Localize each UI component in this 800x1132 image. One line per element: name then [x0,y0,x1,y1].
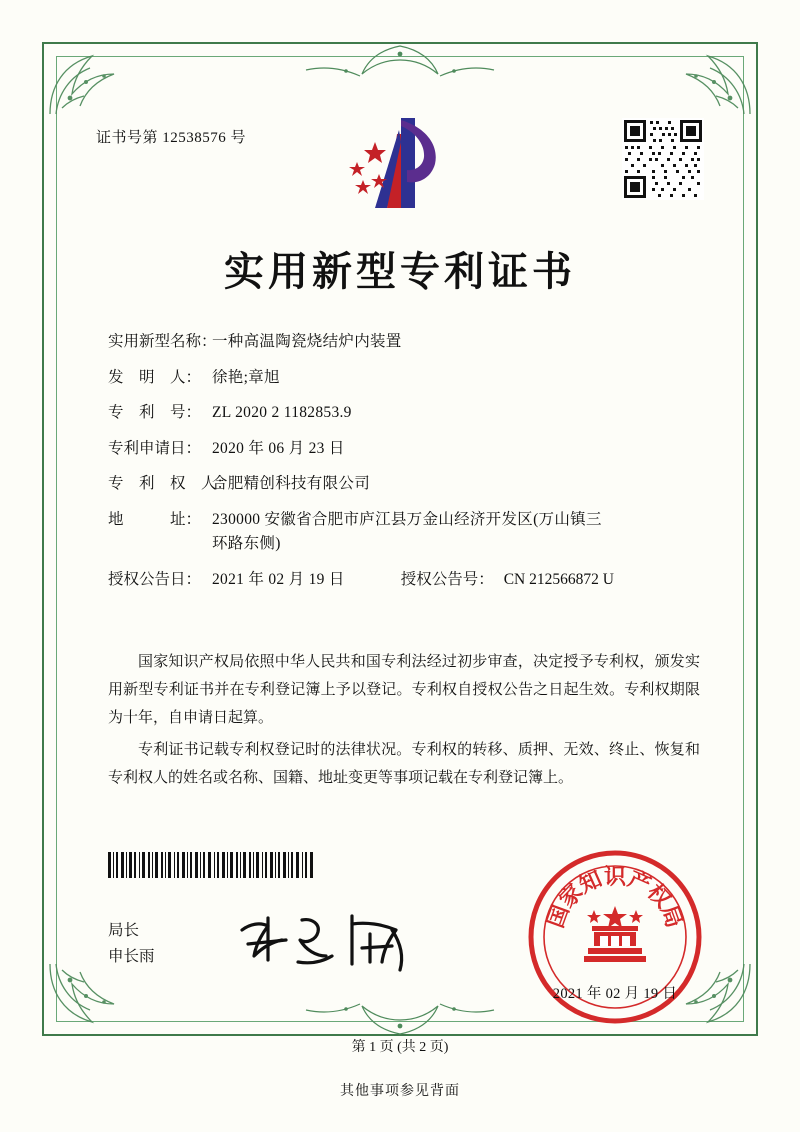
cnipa-logo-icon [335,112,465,216]
svg-text:产: 产 [624,865,655,899]
field-value: 合肥精创科技有限公司 [212,475,371,492]
field-label: 专利申请日： [108,439,202,457]
field-value-grant-date: 2021 年 02 月 19 日 [212,570,345,588]
svg-text:局: 局 [655,901,688,932]
field-label: 地 址： [108,510,202,528]
field-value-address [212,512,700,552]
corner-ornament-icon [662,46,754,118]
field-row-grant-announcement [108,572,700,588]
field-row-address [108,512,700,552]
qr-code-icon [622,118,704,200]
barcode-icon [108,852,316,878]
field-label-grant-date: 授权公告日： [108,570,202,588]
svg-text:权: 权 [641,879,676,913]
seal-date: 2021 年 02 月 19 日 [552,986,678,1002]
field-row-patent-number [108,405,700,421]
field-value-grant-number: CN 212566872 U [503,570,614,588]
director-label: 局长 [108,922,140,939]
director-block [108,918,155,970]
field-label-grant-number: 授权公告号： [400,570,494,588]
field-row-utility-model-name [108,334,700,350]
corner-ornament-icon [46,960,138,1032]
field-row-application-date [108,441,700,457]
footer-note: 其他事项参见背面 [340,1084,460,1099]
field-value: 2020 年 06 月 23 日 [212,439,345,457]
field-label: 专 利 号： [108,404,202,421]
paragraph-1: 国家知识产权局依照中华人民共和国专利法经过初步审查，决定授予专利权，颁发实用新型专利证书并在专利登记簿上予以登记。专利权自授权公告之日起生效。专利权期限为十年，自申请日起算。 [108,654,700,726]
corner-ornament-icon [46,46,138,118]
svg-text:家: 家 [554,879,589,913]
top-ornament-icon [250,40,550,86]
field-value: 一种高温陶瓷烧结炉内装置 [212,333,402,350]
paragraph-2: 专利证书记载专利权登记时的法律状况。专利权的转移、质押、无效、终止、恢复和专利权人的姓名或名称、国籍、地址变更等事项记载在专利登记簿上。 [108,742,700,786]
svg-text:知: 知 [575,865,606,899]
page-number: 第 1 页 (共 2 页) [351,1040,449,1055]
certificate-number: 证书号第 12538576 号 [96,130,247,146]
bottom-ornament-icon [250,994,550,1040]
field-row-patentee [108,476,700,492]
field-row-inventor [108,370,700,386]
field-label: 发 明 人： [108,368,202,386]
handwritten-signature-icon [232,900,422,978]
page-title: 实用新型专利证书 [224,248,576,295]
field-label: 专 利 权 人： [108,475,233,492]
svg-text:国: 国 [542,901,575,932]
field-list [108,334,700,607]
body-text [108,648,700,796]
director-name: 申长雨 [108,948,155,965]
field-label: 实用新型名称： [108,333,217,350]
svg-text:识: 识 [603,864,627,890]
address-line-2: 环路东侧) [212,535,281,552]
field-value: ZL 2020 2 1182853.9 [212,404,352,421]
address-line-1: 230000 安徽省合肥市庐江县万金山经济开发区(万山镇三 [212,510,602,528]
field-value: 徐艳;章旭 [212,368,280,386]
